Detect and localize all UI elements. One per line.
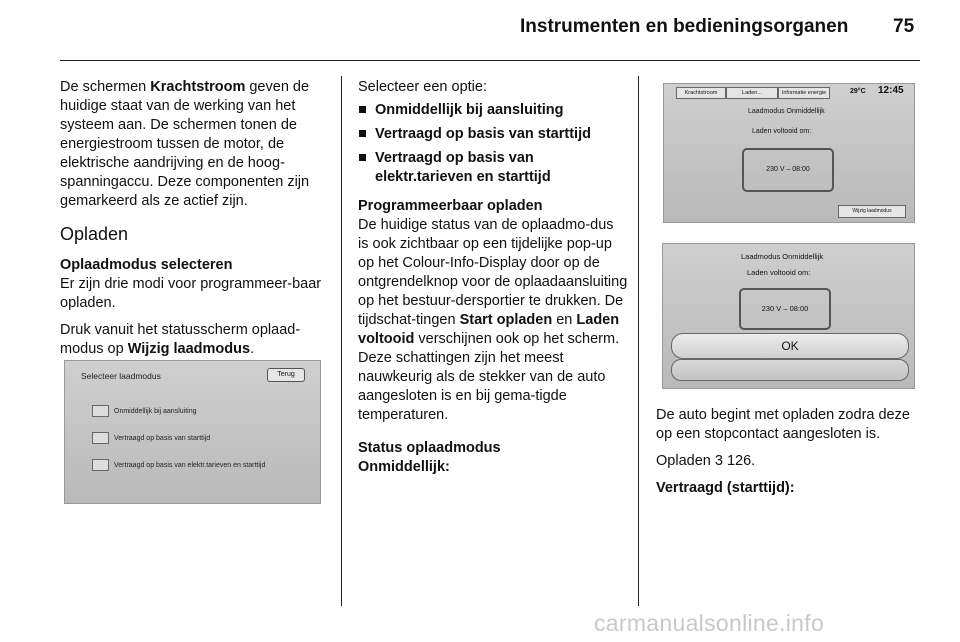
header-rule [60, 60, 920, 61]
column-divider [341, 76, 342, 606]
page-number: 75 [893, 16, 915, 37]
paragraph: Selecteer een optie: [358, 79, 487, 95]
paragraph: De schermen Krachtstroom geven de huidige staat van de werking van het systeem aan. De schermen tonen de energiestroom tussen de motor, de elektrische aandrijving en de hoog-spanningaccu. Deze componenten zijn gemarkeerd als ze actief zijn. [60, 79, 310, 209]
mode-option[interactable]: Vertraagd op basis van elektr.tarieven en starttijd [92, 459, 265, 471]
subheading: Programmeerbaar opladen [358, 198, 543, 214]
list-item: Vertraagd op basis van elektr.tarieven en starttijd [358, 149, 628, 187]
clock: 12:45 [878, 85, 904, 96]
ok-button[interactable]: OK [671, 333, 909, 359]
column-right [656, 406, 924, 498]
column-left [60, 78, 332, 367]
checkbox-icon [92, 405, 109, 417]
column-divider [638, 76, 639, 606]
temperature: 29°C [850, 88, 866, 95]
mode-option[interactable]: Onmiddellijk bij aansluiting [92, 405, 197, 417]
done-label: Laden voltooid om: [747, 268, 811, 277]
watermark: carmanualsonline.info [594, 610, 825, 636]
tab-informatie-energie[interactable]: Informatie energie [778, 87, 830, 99]
checkbox-icon [92, 459, 109, 471]
back-button[interactable]: Terug [267, 368, 305, 382]
screenshot-select-mode [64, 360, 321, 504]
subheading: Status oplaadmodus [358, 440, 501, 456]
mode-label: Laadmodus Onmiddellijk [741, 252, 824, 261]
list-item: Onmiddellijk bij aansluiting [358, 101, 628, 120]
option-list [358, 101, 628, 187]
screen-title: Selecteer laadmodus [81, 371, 161, 381]
tab-krachtstroom[interactable]: Krachtstroom [676, 87, 726, 99]
mode-option[interactable]: Vertraagd op basis van starttijd [92, 432, 210, 444]
paragraph: De auto begint met opladen zodra deze op een stopcontact aangesloten is. [656, 407, 910, 442]
checkbox-icon [92, 432, 109, 444]
mode-label: Laadmodus Onmiddellijk [748, 108, 825, 115]
paragraph: Druk vanuit het statusscherm oplaad-modus op Wijzig laadmodus. [60, 322, 301, 357]
arrow-icon: 3 [714, 453, 723, 469]
subheading: Onmiddellijk: [358, 459, 450, 475]
screenshot-popup [662, 243, 915, 389]
bottom-bar [671, 359, 909, 381]
subheading: Oplaadmodus selecteren [60, 257, 233, 273]
done-label: Laden voltooid om: [752, 128, 812, 135]
list-item: Vertraagd op basis van starttijd [358, 125, 628, 144]
page-reference: Opladen 3 126. [656, 453, 756, 469]
tab-laden[interactable]: Laden... [726, 87, 778, 99]
change-mode-button[interactable]: Wijzig laadmodus [838, 205, 906, 218]
screenshot-status [663, 83, 915, 223]
header-title: Instrumenten en bedieningsorganen [520, 16, 849, 37]
charge-value: 230 V – 08:00 [739, 288, 831, 330]
paragraph: De huidige status van de oplaadmo-dus is ook zichtbaar op een tijdelijke pop-up op het Colour-Info-Display door op de ontgrendelknop voor de oplaadaansluiting op het bestuur-dersportier te drukken. De tijdschat-tingen Start opladen en Laden voltooid verschijnen ook op het scherm. Deze schattingen zijn het meest nauwkeurig als de stekker van de auto aangesloten is en bij gema-tigde temperaturen. [358, 217, 628, 423]
section-heading: Opladen [60, 224, 129, 244]
charge-value: 230 V – 08:00 [742, 148, 834, 192]
column-middle [358, 78, 628, 477]
subheading: Vertraagd (starttijd): [656, 480, 795, 496]
paragraph: Er zijn drie modi voor programmeer-baar opladen. [60, 276, 322, 311]
